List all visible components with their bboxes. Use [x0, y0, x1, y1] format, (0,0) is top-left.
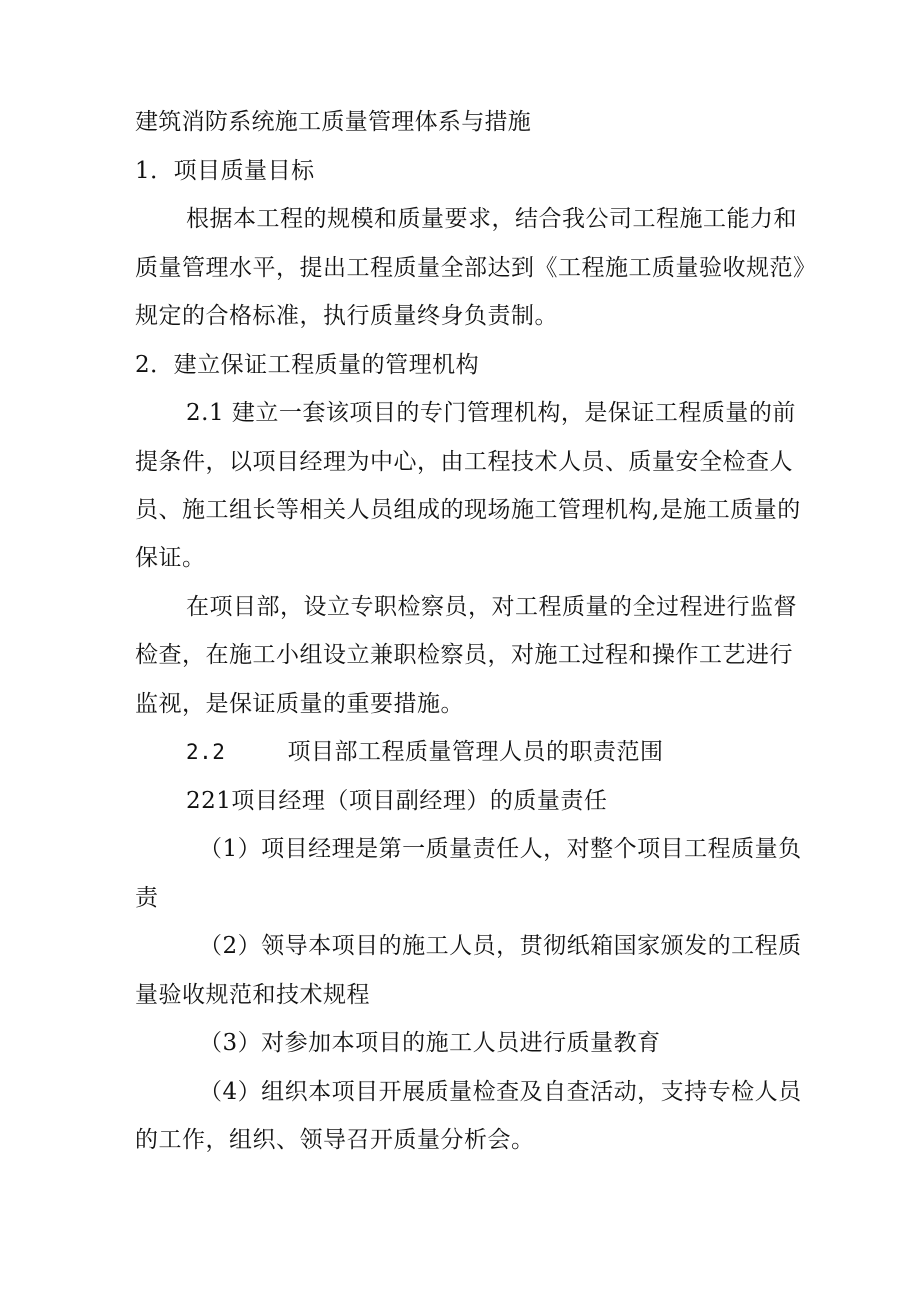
item-2-line-1: （2）领导本项目的施工人员，贯彻纸箱国家颁发的工程质: [199, 933, 802, 959]
subsection-2-2-1-heading: 221项目经理（项目副经理）的质量责任: [186, 788, 608, 814]
section-1-heading: 1．项目质量目标: [135, 158, 315, 184]
item-1-line-1: （1）项目经理是第一质量责任人，对整个项目工程质量负: [199, 836, 802, 862]
item-2-line-2: 量验收规范和技术规程: [135, 982, 370, 1008]
section-2-heading: 2．建立保证工程质量的管理机构: [135, 352, 480, 378]
inspection-paragraph-line-2: 检查，在施工小组设立兼职检察员，对施工过程和操作工艺进行: [135, 642, 793, 668]
section-1-paragraph-line-2: 质量管理水平，提出工程质量全部达到《工程施工质量验收规范》: [135, 255, 817, 281]
inspection-paragraph-line-1: 在项目部，设立专职检察员，对工程质量的全过程进行监督: [186, 594, 797, 620]
item-4-line-2: 的工作，组织、领导召开质量分析会。: [135, 1127, 535, 1153]
paragraph-2-1-line-4: 保证。: [135, 545, 206, 571]
item-4-line-1: （4）组织本项目开展质量检查及自查活动，支持专检人员: [199, 1079, 802, 1105]
document-title: 建筑消防系统施工质量管理体系与措施: [135, 109, 532, 135]
subsection-2-2-number: 2.2: [186, 740, 226, 764]
paragraph-2-1-line-3: 员、施工组长等相关人员组成的现场施工管理机构,是施工质量的: [135, 497, 801, 523]
subsection-2-2-heading: [186, 737, 663, 767]
section-1-paragraph-line-3: 规定的合格标准，执行质量终身负责制。: [135, 303, 558, 329]
item-1-line-2: 责: [135, 885, 159, 911]
paragraph-2-1-line-2: 提条件，以项目经理为中心，由工程技术人员、质量安全检查人: [135, 449, 793, 475]
item-3-line-1: （3）对参加本项目的施工人员进行质量教育: [199, 1030, 661, 1056]
section-1-paragraph-line-1: 根据本工程的规模和质量要求，结合我公司工程施工能力和: [186, 206, 797, 232]
inspection-paragraph-line-3: 监视，是保证质量的重要措施。: [135, 691, 464, 717]
subsection-2-2-title: 项目部工程质量管理人员的职责范围: [287, 739, 664, 765]
paragraph-2-1-line-1: 2.1 建立一套该项目的专门管理机构，是保证工程质量的前: [186, 400, 796, 426]
